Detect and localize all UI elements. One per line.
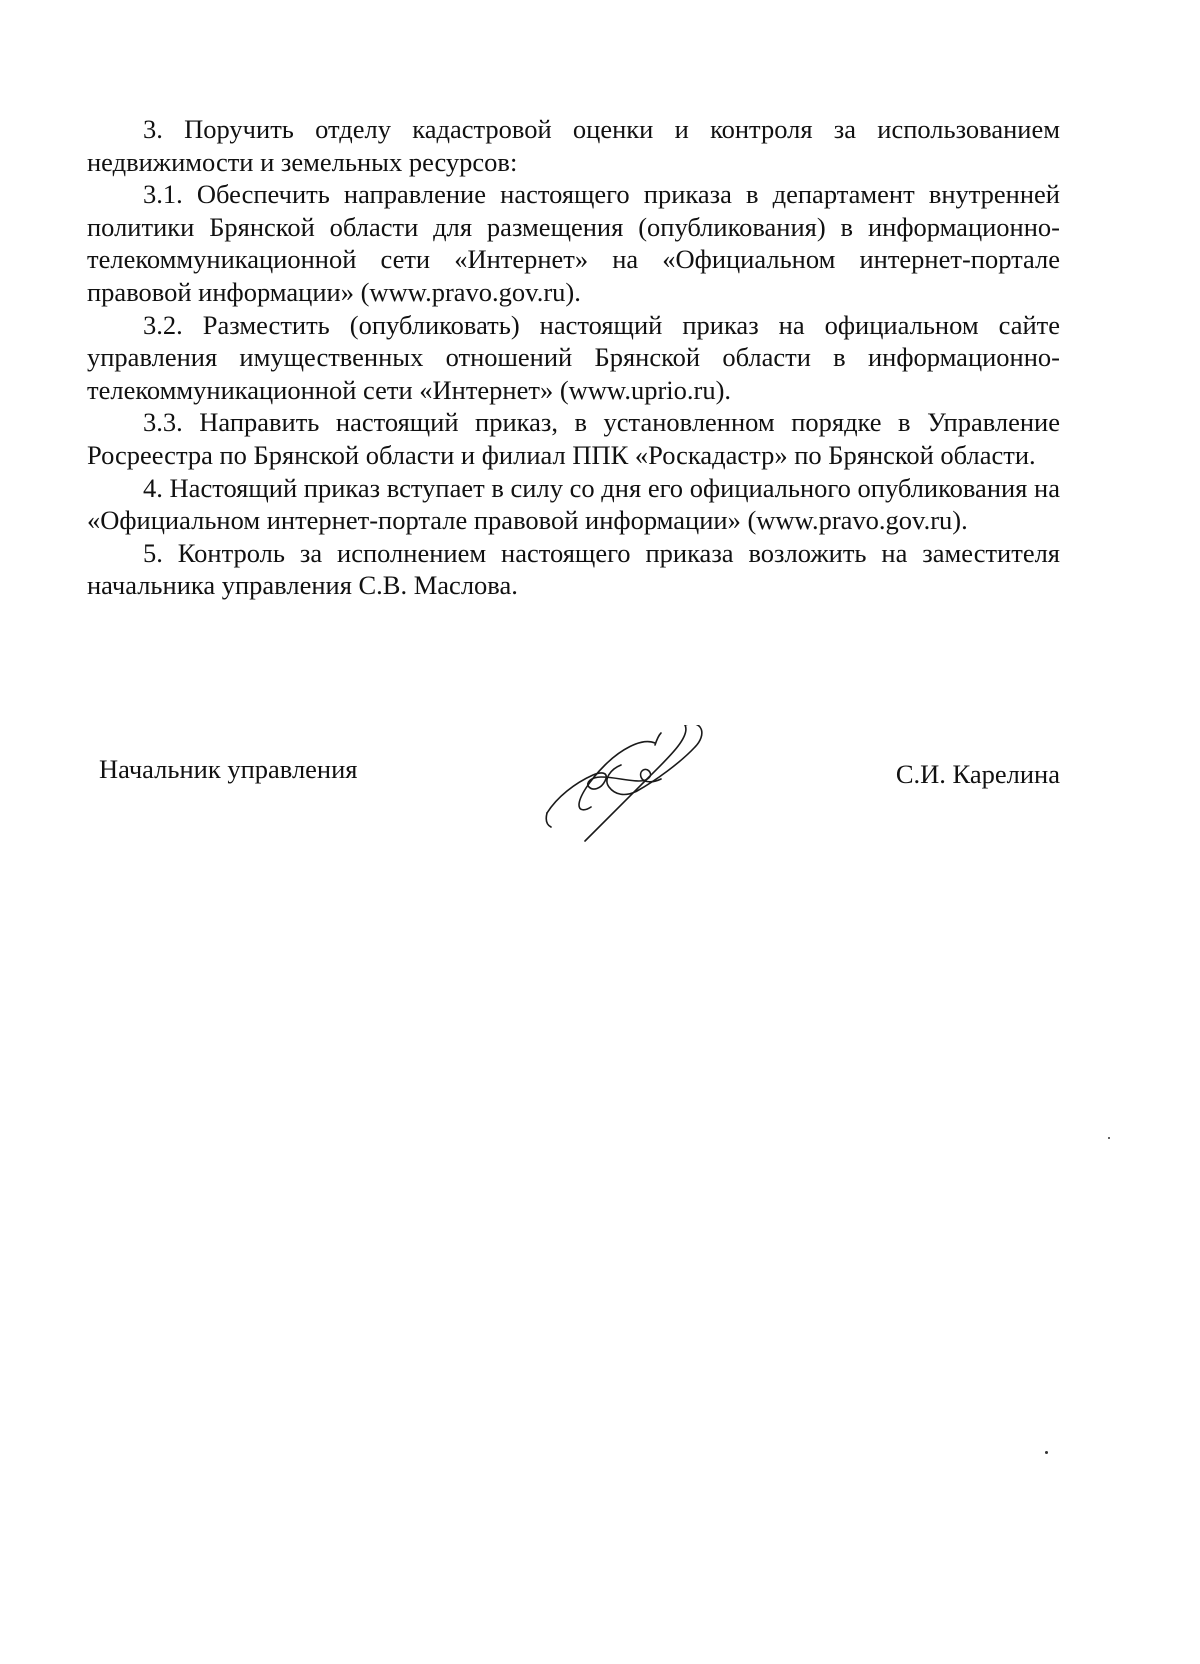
scan-speck [1108, 1137, 1110, 1139]
paragraph-3-3: 3.3. Направить настоящий приказ, в установленном порядке в Управление Росреестра по Брянской области и филиал ППК «Роскадастр» по Брянской области. [87, 407, 1060, 470]
signature-block [87, 725, 1060, 865]
paragraph-3: 3. Поручить отделу кадастровой оценки и контроля за использованием недвижимости и земельных ресурсов: [87, 114, 1060, 177]
scan-speck [1045, 1451, 1048, 1454]
signer-name: С.И. Карелина [895, 759, 1060, 789]
paragraph-5: 5. Контроль за исполнением настоящего приказа возложить на заместителя начальника управления С.В. Маслова. [87, 537, 1060, 601]
paragraph-4: 4. Настоящий приказ вступает в силу со дня его официального опубликования на «Официальном интернет-портале правовой информации» (www.pravo.gov.ru). [87, 472, 1060, 536]
paragraph-3-2: 3.2. Разместить (опубликовать) настоящий приказ на официальном сайте управления имущественных отношений Брянской области в информационно-телекоммуникационной сети «Интернет» (www.uprio.ru). [87, 309, 1060, 405]
handwritten-signature [545, 725, 725, 845]
paragraph-3-1: 3.1. Обеспечить направление настоящего приказа в департамент внутренней политики Брянской области для размещения (опубликования) в информационно-телекоммуникационной сети «Интернет» на «Официальном интернет-портале правовой информации» (www.pravo.gov.ru). [87, 179, 1060, 307]
signer-position: Начальник управления [99, 754, 358, 784]
order-body [87, 113, 1060, 602]
